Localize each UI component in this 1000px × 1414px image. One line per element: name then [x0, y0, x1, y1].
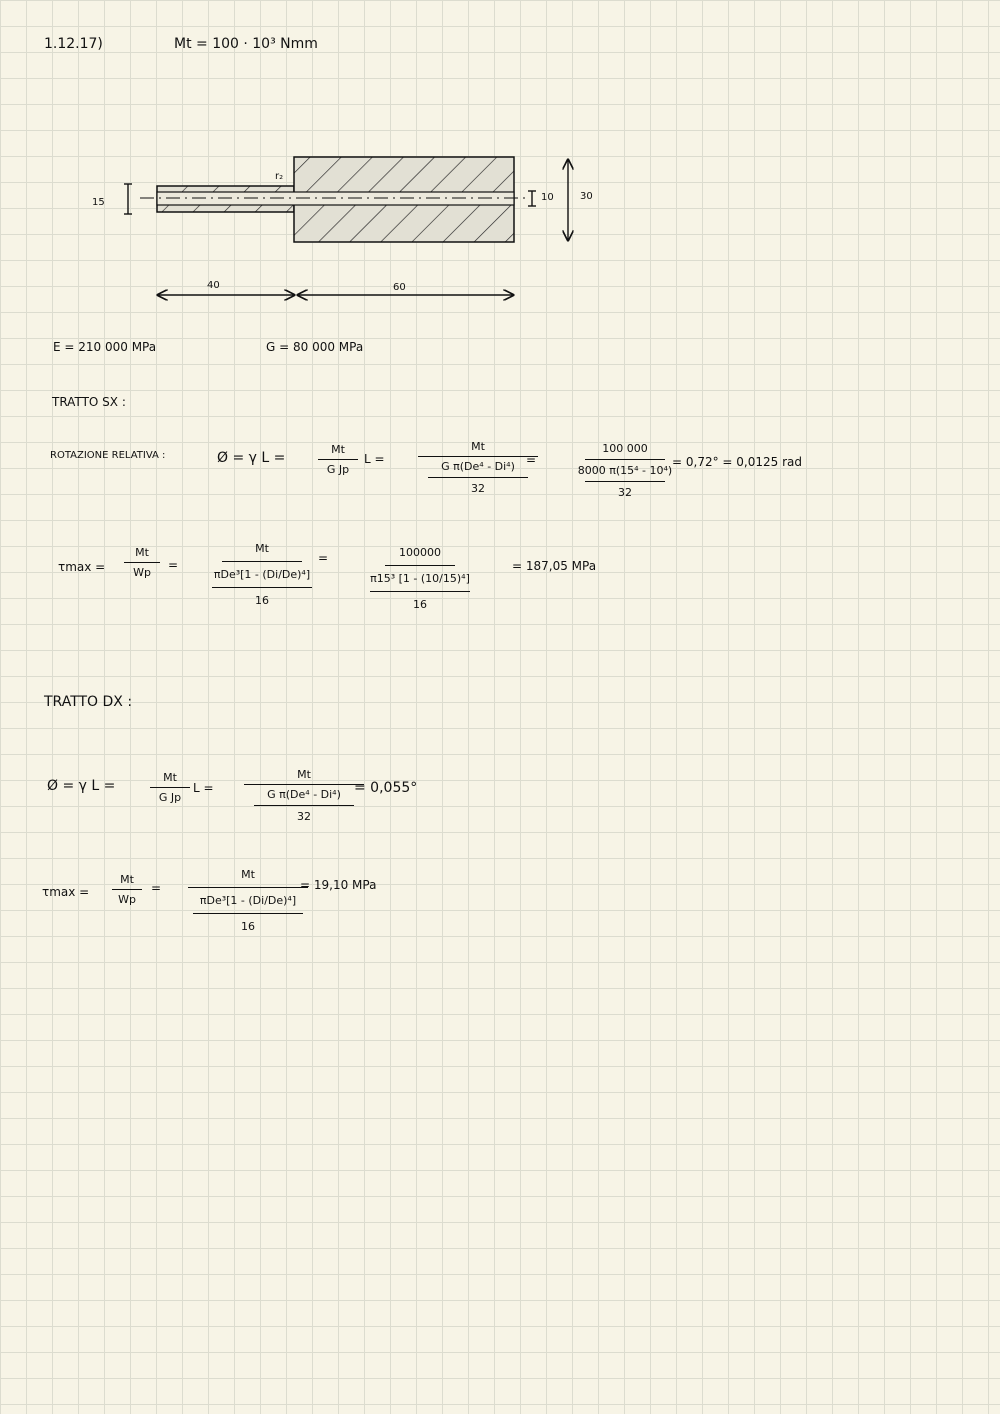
equals-sign: =: [318, 551, 329, 565]
fraction-polar-moment: Mt G π(De⁴ - Di⁴) 32: [418, 440, 538, 495]
fraction-mt-over-wp: Mt Wp: [124, 546, 160, 579]
label-right-length: 60: [393, 282, 406, 293]
tau-result: = 187,05 MPa: [512, 559, 597, 573]
label-inner-diameter: 10: [541, 192, 554, 203]
section-right-title: TRATTO DX :: [44, 694, 133, 710]
label-outer-diameter: 30: [580, 191, 593, 202]
equals-sign: =: [151, 881, 162, 895]
label-fillet: r₂: [275, 171, 284, 182]
equals-sign: =: [168, 558, 179, 572]
fraction-section-modulus: Mt πDe³[1 - (Di/De)⁴] 16: [213, 542, 311, 607]
equals-sign: =: [526, 453, 537, 467]
rotation-result: = 0,72° = 0,0125 rad: [672, 455, 802, 469]
phi-equation: Ø = γ L =: [217, 450, 286, 466]
tau-max-label: τmax =: [58, 560, 106, 574]
label-left-length: 40: [207, 280, 220, 291]
fraction-mt-over-gjp: Mt G Jp: [318, 443, 358, 476]
phi-equation: Ø = γ L =: [47, 778, 116, 794]
fraction-numeric-rotation: 100 000 8000 π(15⁴ - 10⁴) 32: [577, 442, 673, 499]
shaft-diagram: [0, 0, 1000, 330]
young-modulus: E = 210 000 MPa: [53, 340, 157, 354]
length-symbol: L =: [193, 781, 214, 795]
fraction-numeric-stress: 100000 π15³ [1 - (10/15)⁴] 16: [370, 546, 470, 611]
shear-modulus: G = 80 000 MPa: [266, 340, 364, 354]
fraction-polar-moment: Mt G π(De⁴ - Di⁴) 32: [244, 768, 364, 823]
label-left-diameter: 15: [92, 197, 105, 208]
fraction-mt-over-wp: Mt Wp: [112, 873, 142, 906]
tau-max-label: τmax =: [42, 885, 90, 899]
problem-number: 1.12.17): [44, 36, 103, 52]
rotation-label: ROTAZIONE RELATIVA :: [50, 450, 166, 461]
length-symbol: L =: [364, 452, 385, 466]
fraction-section-modulus: Mt πDe³[1 - (Di/De)⁴] 16: [178, 868, 318, 933]
tau-result: = 19,10 MPa: [300, 878, 377, 892]
fraction-mt-over-gjp: Mt G Jp: [150, 771, 190, 804]
torque-value: Mt = 100 · 10³ Nmm: [174, 36, 318, 52]
rotation-result: = 0,055°: [354, 780, 418, 796]
section-left-title: TRATTO SX :: [52, 395, 126, 409]
